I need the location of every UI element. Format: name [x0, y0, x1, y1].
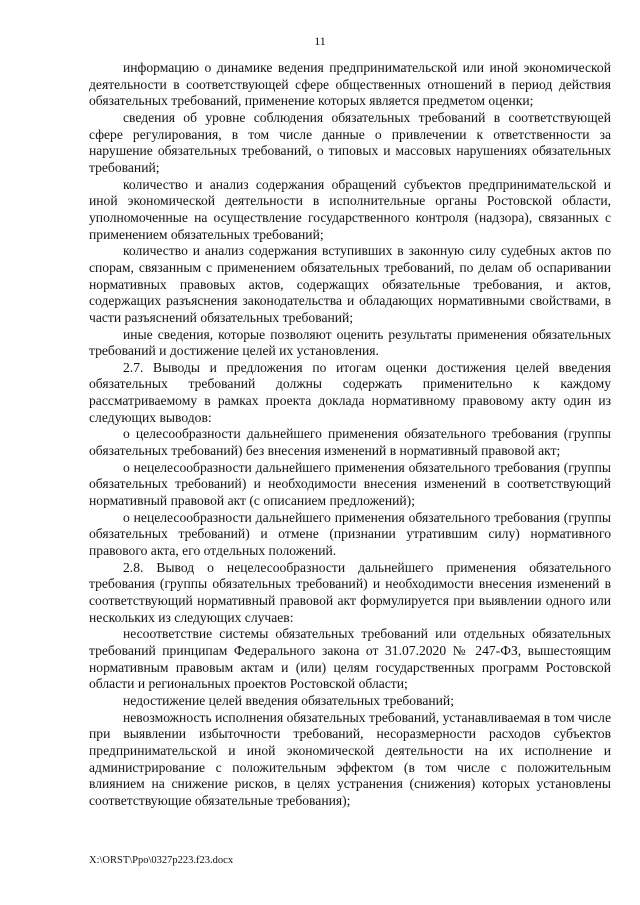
- paragraph: количество и анализ содержания обращений субъектов предпринимательской и иной экономической деятельности в исполнительные органы Ростовской области, уполномоченные на осуществление государственного контроля (надзора), связанных с применением обязательных требований;: [89, 176, 611, 242]
- document-body: [89, 60, 611, 810]
- paragraph: о нецелесообразности дальнейшего применения обязательного требования (группы обязательных требований) и отмене (признании утратившим силу) нормативного правового акта, его отдельных положений.: [89, 509, 611, 559]
- paragraph: 2.8. Вывод о нецелесообразности дальнейшего применения обязательного требования (группы обязательных требований) и необходимости внесения изменений в соответствующий нормативный правовой акт формулируется при выявлении одного или нескольких из следующих случаев:: [89, 559, 611, 625]
- paragraph: иные сведения, которые позволяют оценить результаты применения обязательных требований и достижение целей их установления.: [89, 326, 611, 359]
- paragraph: информацию о динамике ведения предпринимательской или иной экономической деятельности в соответствующей сфере общественных отношений в период действия обязательных требований, применение которых является предметом оценки;: [89, 60, 611, 109]
- page-number: 11: [314, 34, 326, 48]
- paragraph: о целесообразности дальнейшего применения обязательного требования (группы обязательных требований) без внесения изменений в нормативный правовой акт;: [89, 426, 611, 459]
- paragraph: количество и анализ содержания вступивших в законную силу судебных актов по спорам, связанным с применением обязательных требований, по делам об оспаривании нормативных правовых актов, содержащих обязательные требования, и актов, содержащих разъяснения законодательства и обладающих нормативными свойствами, в части разъяснений обязательных требований;: [89, 243, 611, 325]
- paragraph: сведения об уровне соблюдения обязательных требований в соответствующей сфере регулирования, в том числе данные о привлечении к ответственности за нарушение обязательных требований, о типовых и массовых нарушениях обязательных требований;: [89, 109, 611, 175]
- paragraph: о нецелесообразности дальнейшего применения обязательного требования (группы обязательных требований) и необходимости внесения изменений в соответствующий нормативный правовой акт (с описанием предложений);: [89, 459, 611, 509]
- footer-file-path: X:\ORST\Ppo\0327p223.f23.docx: [89, 855, 234, 866]
- paragraph: невозможность исполнения обязательных требований, устанавливаемая в том числе при выявлении избыточности требований, несоразмерности расходов субъектов предпринимательской и иной экономической деятельности на их исполнение и администрирование с положительным эффектом (в том числе с положительным влиянием на снижение рисков, в целях устранения (снижения) которых установлены соответствующие обязательные требования);: [89, 709, 611, 808]
- paragraph: 2.7. Выводы и предложения по итогам оценки достижения целей введения обязательных требований должны содержать применительно к каждому рассматриваемому в рамках проекта доклада нормативному правовому акту один из следующих выводов:: [89, 359, 611, 425]
- paragraph: недостижение целей введения обязательных требований;: [123, 692, 454, 708]
- paragraph: несоответствие системы обязательных требований или отдельных обязательных требований принципам Федерального закона от 31.07.2020 № 247-ФЗ, вышестоящим нормативным правовым актам и (или) целям государственных программ Ростовской области и региональных проектов Ростовской области;: [89, 626, 611, 692]
